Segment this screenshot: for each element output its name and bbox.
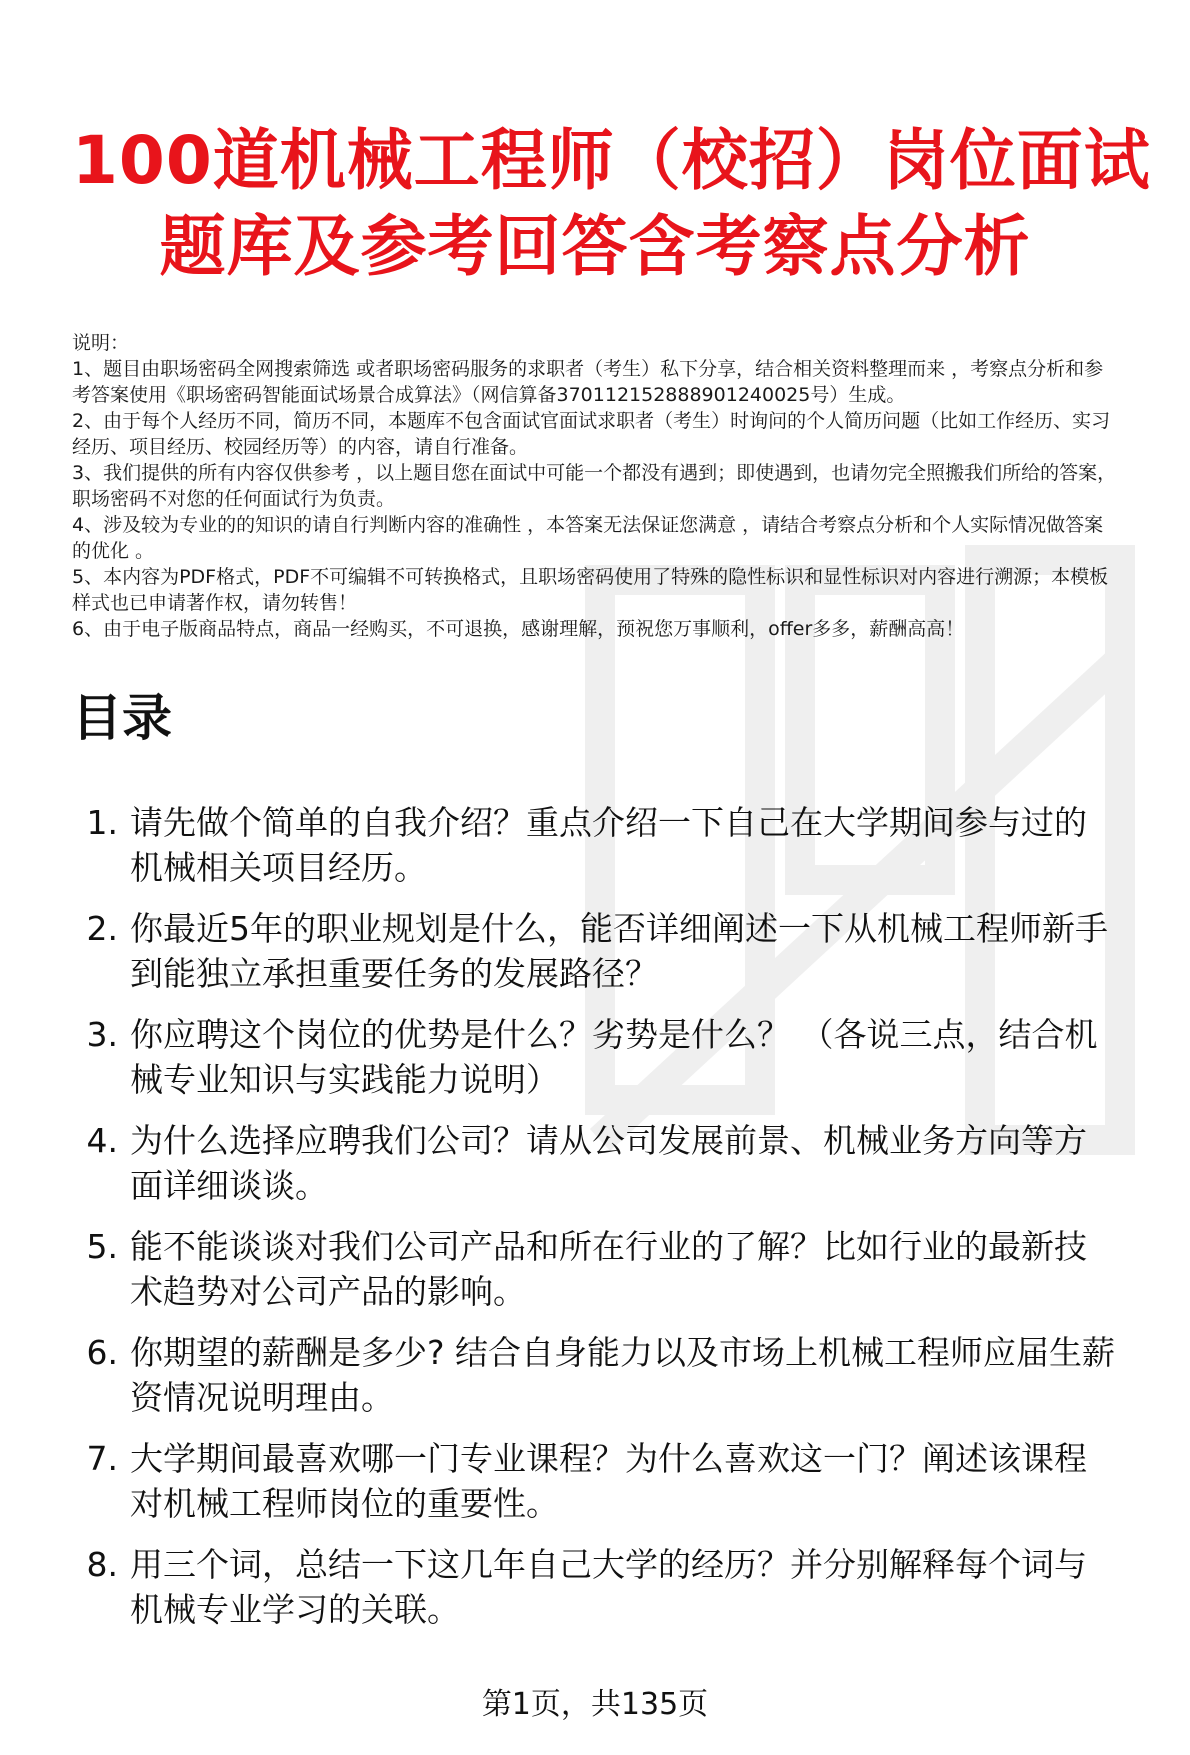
toc-heading: 目录	[72, 689, 172, 747]
instruction-item: 1、题目由职场密码全网搜索筛选 或者职场密码服务的求职者（考生）私下分享，结合相关资料整理而来 ，考察点分析和参考答案使用《职场密码智能面试场景合成算法》（网信算备370112152888901240025号）生成。	[72, 358, 1104, 406]
toc-item-text[interactable]: 请先做个简单的自我介绍？重点介绍一下自己在大学期间参与过的机械相关项目经历。	[130, 803, 1087, 887]
toc-item[interactable]	[72, 1436, 1118, 1526]
instruction-item: 3、我们提供的所有内容仅供参考 ，以上题目您在面试中可能一个都没有遇到；即使遇到，也请勿完全照搬我们所给的答案，职场密码不对您的任何面试行为负责。	[72, 462, 1117, 510]
toc-item-text[interactable]: 你期望的薪酬是多少? 结合自身能力以及市场上机械工程师应届生薪资情况说明理由。	[130, 1333, 1116, 1417]
toc-item-text[interactable]: 你应聘这个岗位的优势是什么？劣势是什么？ （各说三点，结合机械专业知识与实践能力说明）	[130, 1015, 1098, 1099]
toc-item-text[interactable]: 你最近5年的职业规划是什么，能否详细阐述一下从机械工程师新手到能独立承担重要任务的发展路径？	[130, 909, 1108, 993]
toc-item[interactable]	[72, 800, 1118, 890]
toc-item[interactable]	[72, 1118, 1118, 1208]
instructions-section	[72, 330, 1118, 642]
toc-item-number: 7.	[86, 1439, 118, 1478]
toc-item-number: 8.	[86, 1545, 118, 1584]
toc-item-number: 2.	[86, 909, 118, 948]
toc-item-number: 3.	[86, 1015, 118, 1054]
toc-item[interactable]	[72, 1330, 1118, 1420]
instruction-item: 5、本内容为PDF格式，PDF不可编辑不可转换格式，且职场密码使用了特殊的隐性标识和显性标识对内容进行溯源；本模板样式也已申请著作权，请勿转售！	[72, 566, 1109, 614]
document-title	[72, 0, 1151, 290]
toc-item-number: 6.	[86, 1333, 118, 1372]
title-line-2: 题库及参考回答含考察点分析	[159, 208, 1031, 285]
instruction-item: 2、由于每个人经历不同，简历不同，本题库不包含面试官面试求职者（考生）时询问的个人简历问题（比如工作经历、实习经历、项目经历、校园经历等）的内容，请自行准备。	[72, 410, 1111, 458]
page-number: 第1页，共135页	[481, 1687, 709, 1722]
toc-item[interactable]	[72, 1542, 1118, 1632]
toc-item-text[interactable]: 大学期间最喜欢哪一门专业课程？为什么喜欢这一门？阐述该课程对机械工程师岗位的重要性。	[130, 1439, 1087, 1523]
instructions-heading: 说明：	[72, 332, 130, 354]
toc-item[interactable]	[72, 1224, 1118, 1314]
toc-item-number: 4.	[86, 1121, 118, 1160]
toc-item[interactable]	[72, 906, 1118, 996]
instruction-item: 4、涉及较为专业的的知识的请自行判断内容的准确性 ，本答案无法保证您满意 ，请结合考察点分析和个人实际情况做答案的优化 。	[72, 514, 1104, 562]
toc-item-text[interactable]: 用三个词，总结一下这几年自己大学的经历？并分别解释每个词与机械专业学习的关联。	[130, 1545, 1087, 1629]
toc-item-number: 1.	[86, 803, 118, 842]
title-line-1: 100道机械工程师（校招）岗位面试	[72, 122, 1151, 199]
toc-list	[72, 800, 1118, 1632]
toc-item[interactable]	[72, 1012, 1118, 1102]
toc-item-text[interactable]: 能不能谈谈对我们公司产品和所在行业的了解？比如行业的最新技术趋势对公司产品的影响。	[130, 1227, 1087, 1311]
toc-item-text[interactable]: 为什么选择应聘我们公司？请从公司发展前景、机械业务方向等方面详细谈谈。	[130, 1121, 1087, 1205]
toc-item-number: 5.	[86, 1227, 118, 1266]
instruction-item: 6、由于电子版商品特点，商品一经购买，不可退换，感谢理解，预祝您万事顺利，offer多多，薪酬高高！	[72, 618, 965, 640]
